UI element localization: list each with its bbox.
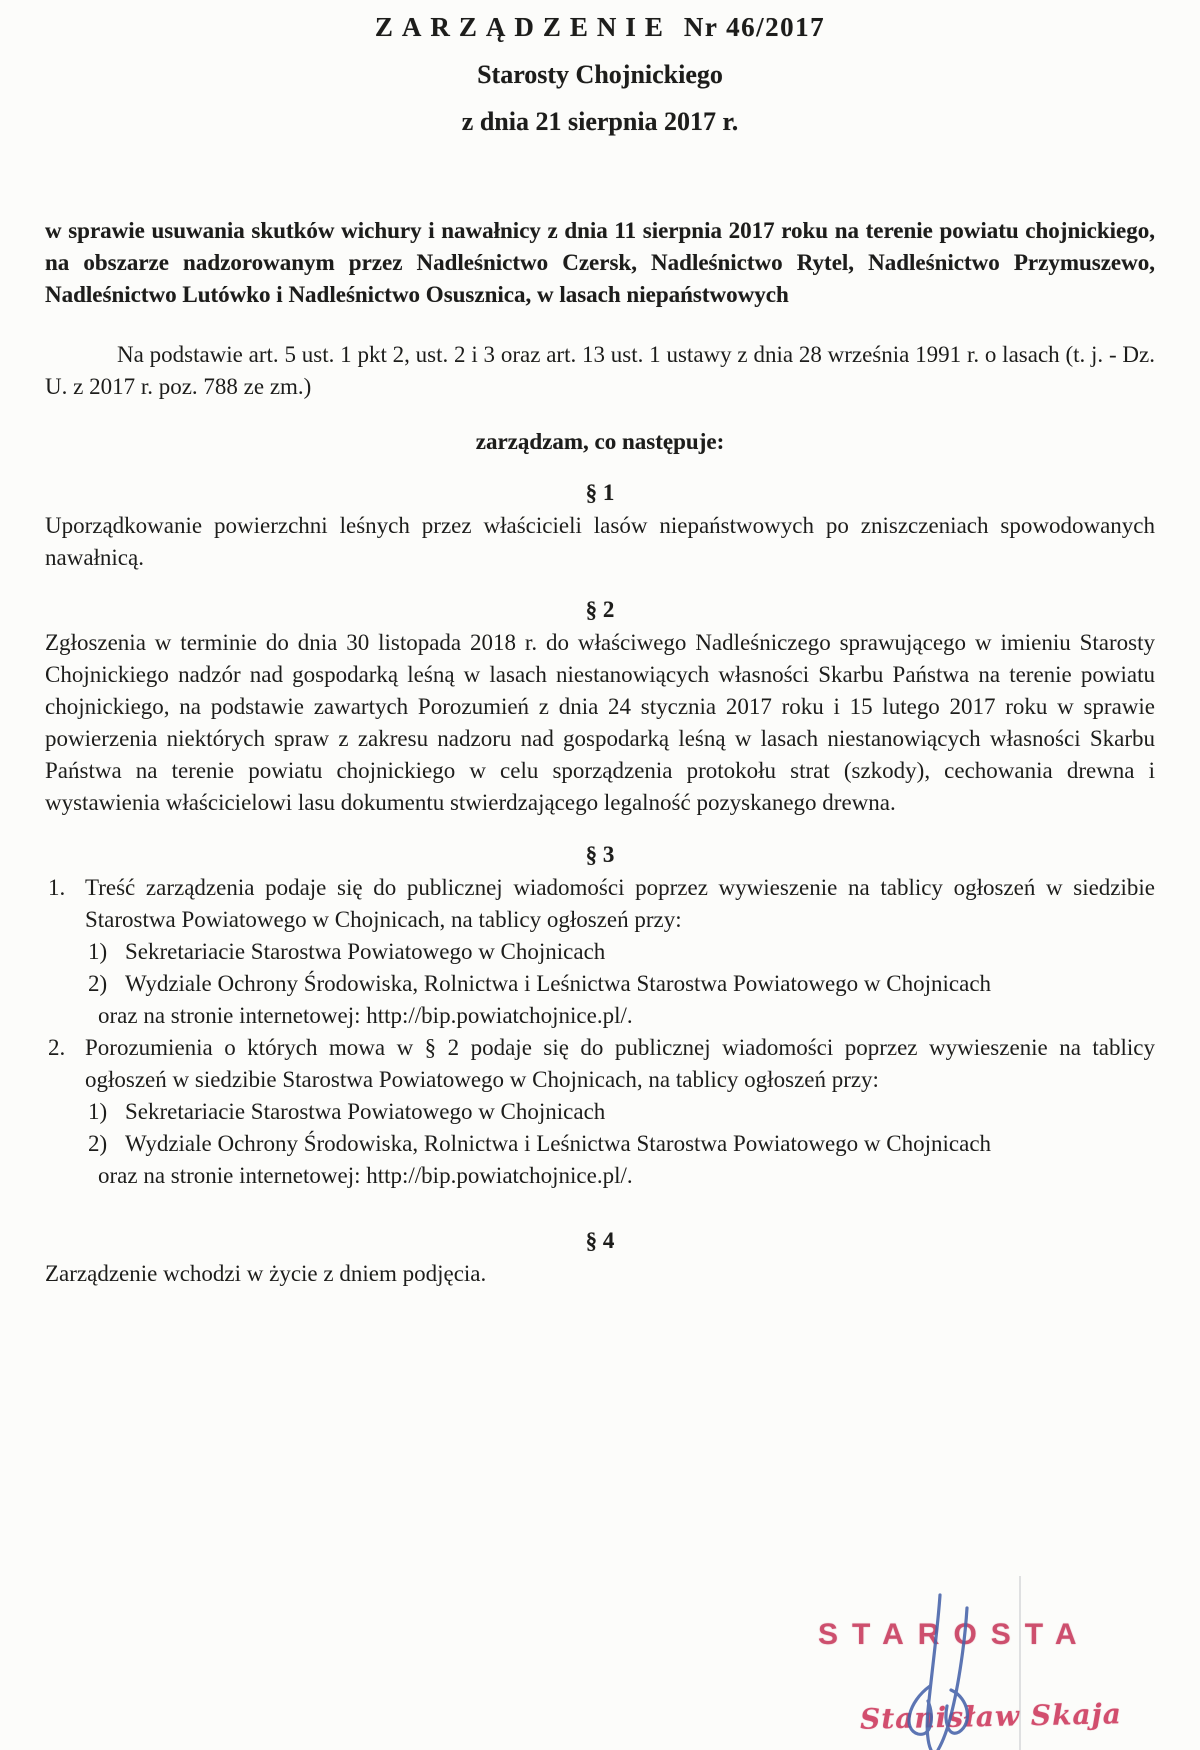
document-issuer: Starosty Chojnickiego xyxy=(477,60,723,89)
section-1-mark: § 1 xyxy=(585,480,615,505)
scan-artifact-line xyxy=(1019,1576,1021,1750)
document-number: Nr 46/2017 xyxy=(683,12,826,42)
document-header xyxy=(45,12,1155,137)
section-4-mark: § 4 xyxy=(585,1228,615,1253)
subject-paragraph: w sprawie usuwania skutków wichury i nawałnicy z dnia 11 sierpnia 2017 roku na terenie powiatu chojnickiego, na obszarze nadzorowanym przez Nadleśnictwo Czersk, Nadleśnictwo Rytel, Nadleśnictwo Przymuszewo, Nadleśnictwo Lutówko i Nadleśnictwo Osusznica, w lasach niepaństwowych xyxy=(45,218,1155,307)
list-item-1-sub-1-number: 1) xyxy=(88,939,108,964)
list-item-1-sub-1-text: Sekretariacie Starostwa Powiatowego w Chojnicach xyxy=(125,939,606,964)
section-1-text: Uporządkowanie powierzchni leśnych przez właścicieli lasów niepaństwowych po zniszczeniach spowodowanych nawałnicą. xyxy=(45,513,1155,570)
document-date: z dnia 21 sierpnia 2017 r. xyxy=(461,107,739,136)
list-item-2 xyxy=(45,1032,1155,1096)
list-item-1-sub-2-number: 2) xyxy=(88,971,108,996)
signer-name-stamp: Stanisław Skaja xyxy=(859,1697,1123,1736)
list-item-1-number: 1. xyxy=(48,875,66,900)
section-2-text: Zgłoszenia w terminie do dnia 30 listopada 2018 r. do właściwego Nadleśniczego sprawującego w imieniu Starosty Chojnickiego nadzór nad gospodarką leśną w lasach niestanowiących własności Skarbu Państwa na terenie powiatu chojnickiego, na podstawie zawartych Porozumień z dnia 24 stycznia 2017 roku i 15 lutego 2017 roku w sprawie powierzenia niektórych spraw z zakresu nadzoru nad gospodarką leśną w lasach niestanowiących własności Skarbu Państwa na terenie powiatu chojnickiego w celu sporządzenia protokołu strat (szkody), cechowania drewna i wystawienia właścicielowi lasu dokumentu stwierdzającego legalność pozyskanego drewna. xyxy=(45,630,1155,815)
list-item-1-text: Treść zarządzenia podaje się do publicznej wiadomości poprzez wywieszenie na tablicy ogłoszeń w siedzibie Starostwa Powiatowego w Chojnicach, na tablicy ogłoszeń przy: xyxy=(85,875,1155,932)
list-item-1-sub-2 xyxy=(88,968,1155,1000)
section-4-text: Zarządzenie wchodzi w życie z dniem podjęcia. xyxy=(45,1261,487,1286)
list-item-2-sub-2-number: 2) xyxy=(88,1131,108,1156)
document-title-word: ZARZĄDZENIE xyxy=(374,12,672,42)
list-item-1-sub-2-text: Wydziale Ochrony Środowiska, Rolnictwa i Leśnictwa Starostwa Powiatowego w Chojnicach xyxy=(125,971,992,996)
list-item-1-website-line: oraz na stronie internetowej: http://bip.powiatchojnice.pl/. xyxy=(98,1003,633,1028)
list-item-2-sub-1-text: Sekretariacie Starostwa Powiatowego w Chojnicach xyxy=(125,1099,606,1124)
list-item-2-number: 2. xyxy=(48,1035,66,1060)
section-2-mark: § 2 xyxy=(585,597,615,622)
order-clause: zarządzam, co następuje: xyxy=(475,429,725,454)
list-item-1-sub-1 xyxy=(88,936,1155,968)
list-item-2-sub-2-text: Wydziale Ochrony Środowiska, Rolnictwa i Leśnictwa Starostwa Powiatowego w Chojnicach xyxy=(125,1131,992,1156)
list-item-2-sub-1 xyxy=(88,1096,1155,1128)
list-item-1 xyxy=(45,872,1155,936)
list-item-2-text: Porozumienia o których mowa w § 2 podaje się do publicznej wiadomości poprzez wywieszenie na tablicy ogłoszeń w siedzibie Starostwa Powiatowego w Chojnicach, na tablicy ogłoszeń przy: xyxy=(85,1035,1155,1092)
document-title xyxy=(45,12,1155,43)
handwritten-signature xyxy=(878,1592,1008,1750)
legal-basis-paragraph: Na podstawie art. 5 ust. 1 pkt 2, ust. 2 i 3 oraz art. 13 ust. 1 ustawy z dnia 28 września 1991 r. o lasach (t. j. - Dz. U. z 2017 r. poz. 788 ze zm.) xyxy=(45,342,1155,399)
list-item-2-sub-1-number: 1) xyxy=(88,1099,108,1124)
list-item-2-website-line: oraz na stronie internetowej: http://bip.powiatchojnice.pl/. xyxy=(98,1163,633,1188)
section-3-mark: § 3 xyxy=(585,842,615,867)
starosta-stamp-title: STAROSTA xyxy=(818,1618,1091,1651)
section-3-list xyxy=(45,872,1155,1192)
list-item-2-sub-2 xyxy=(88,1128,1155,1160)
